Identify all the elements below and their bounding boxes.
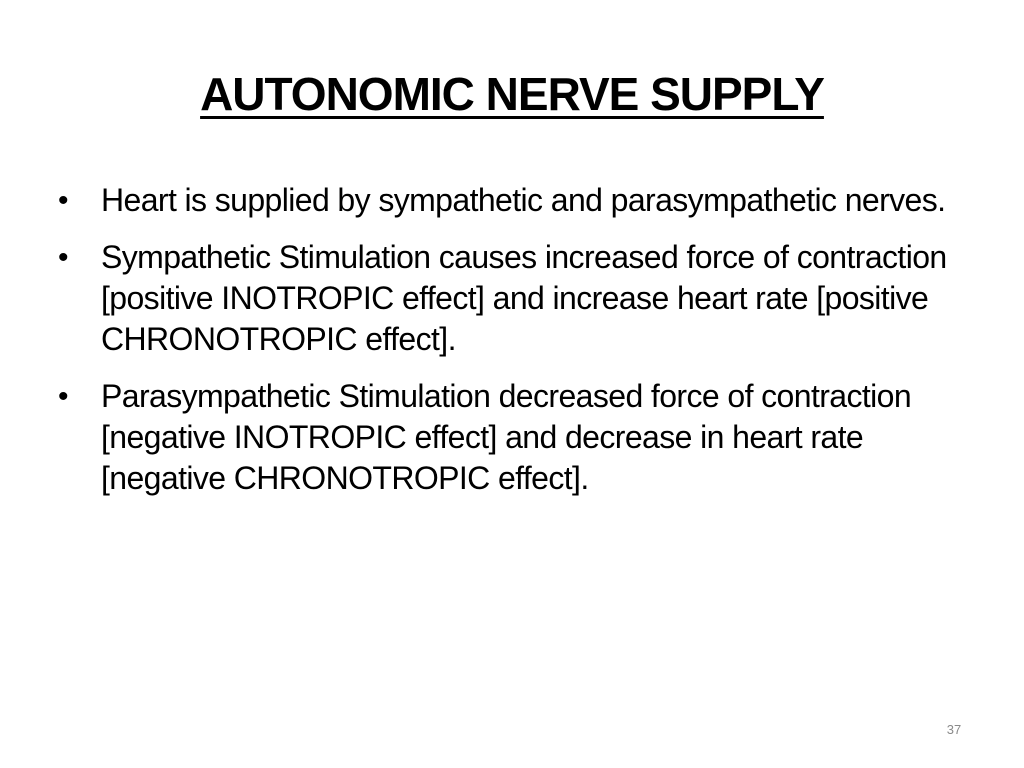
bullet-text: Parasympathetic Stimulation decreased force of contraction [negative INOTROPIC effect] and decrease in heart rate [negative CHRONOTROPIC effect].: [101, 378, 912, 496]
page-number: 37: [946, 722, 962, 737]
bullet-item: [58, 180, 958, 221]
slide-title: [0, 62, 1024, 126]
bullet-text: Heart is supplied by sympathetic and parasympathetic nerves.: [101, 182, 946, 218]
bullet-list: [58, 180, 958, 515]
slide-title-text: AUTONOMIC NERVE SUPPLY: [200, 68, 824, 120]
bullet-item: [58, 376, 958, 499]
bullet-item: [58, 237, 958, 360]
bullet-icon: •: [58, 184, 68, 217]
bullet-text: Sympathetic Stimulation causes increased force of contraction [positive INOTROPIC effect] and increase heart rate [positive CHRONOTROPIC effect].: [101, 239, 947, 357]
bullet-icon: •: [58, 241, 68, 274]
bullet-icon: •: [58, 380, 68, 413]
